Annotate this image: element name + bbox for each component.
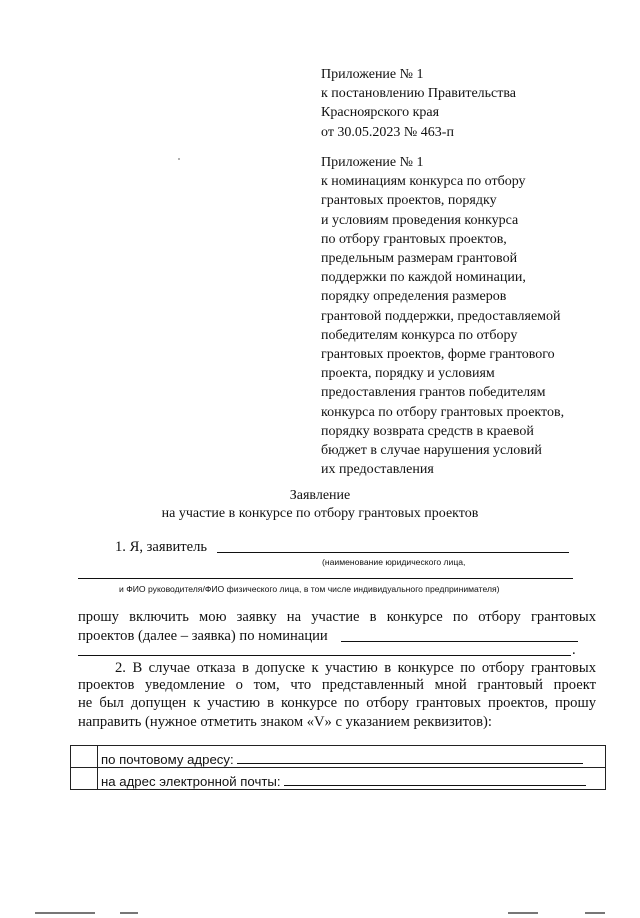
applicant-name-field-2[interactable] (78, 578, 573, 579)
nomination-field[interactable] (341, 641, 578, 642)
scan-edge-mark (35, 912, 95, 914)
postal-address-label: по почтовому адресу: (101, 752, 234, 767)
appendix-header-line: Красноярского края (321, 105, 440, 121)
postal-address-cell (98, 746, 606, 768)
scan-edge-mark (508, 912, 538, 914)
appendix-sub-line: поддержки по каждой номинации, (321, 270, 526, 286)
appendix-sub-line: по отбору грантовых проектов, (321, 231, 507, 247)
section2-line-3: не был допущен к участию в конкурсе по отбору грантовых проектов, прошу (78, 695, 596, 711)
section1-line-2: проектов (далее – заявка) по номинации (78, 628, 328, 644)
email-address-label: на адрес электронной почты: (101, 774, 281, 789)
document-subtitle: на участие в конкурсе по отбору грантовых проектов (161, 506, 479, 521)
appendix-sub (321, 153, 564, 479)
section1-line-1: прошу включить мою заявку на участие в конкурсе по отбору грантовых (78, 609, 596, 625)
applicant-hint-2: и ФИО руководителя/ФИО физического лица, в том числе индивидуального предпринимателя) (119, 584, 500, 594)
applicant-lead: 1. Я, заявитель (115, 539, 208, 555)
appendix-sub-line: их предоставления (321, 462, 434, 478)
section1-end-dot: . (572, 642, 576, 658)
nomination-field-2[interactable] (78, 655, 571, 656)
delivery-options-table (70, 745, 606, 790)
applicant-hint-1: (наименование юридического лица, (322, 557, 466, 567)
appendix-sub-line: предельным размерам грантовой (321, 251, 518, 267)
scan-speck (178, 158, 180, 160)
appendix-header-line: от 30.05.2023 № 463-п (321, 124, 454, 140)
postal-checkbox[interactable] (71, 746, 98, 768)
appendix-sub-line: конкурса по отбору грантовых проектов, (321, 404, 565, 420)
appendix-sub-line: и условиям проведения конкурса (321, 212, 519, 228)
appendix-sub-line: бюджет в случае нарушения условий (321, 443, 542, 459)
appendix-header-line: к постановлению Правительства (321, 86, 517, 102)
document-title: Заявление (289, 488, 351, 503)
section2-line-1: 2. В случае отказа в допуске к участию в конкурсе по отбору грантовых (115, 660, 596, 676)
appendix-header-line: Приложение № 1 (321, 67, 424, 82)
email-address-input[interactable] (284, 773, 586, 786)
email-address-cell (98, 768, 606, 790)
appendix-sub-line: проекта, порядку и условиям (321, 366, 495, 382)
appendix-sub-line: порядку возврата средств в краевой (321, 423, 534, 439)
appendix-sub-line: грантовых проектов, форме грантового (321, 347, 555, 363)
appendix-sub-line: предоставления грантов победителям (321, 385, 546, 401)
delivery-option-row (71, 746, 606, 768)
scan-edge-mark (120, 912, 138, 914)
appendix-sub-line: грантовых проектов, порядку (321, 193, 497, 209)
appendix-sub-line: грантовой поддержки, предоставляемой (321, 308, 561, 324)
section2-line-4: направить (нужное отметить знаком «V» с указанием реквизитов): (78, 714, 492, 730)
appendix-sub-line: к номинациям конкурса по отбору (321, 174, 526, 190)
email-checkbox[interactable] (71, 768, 98, 790)
section2-line-2: проектов уведомление о том, что представленный мной грантовый проект (78, 677, 596, 693)
applicant-name-field[interactable] (217, 552, 569, 553)
appendix-sub-line: порядку определения размеров (321, 289, 507, 305)
appendix-sub-line: победителям конкурса по отбору (321, 327, 518, 343)
postal-address-input[interactable] (237, 751, 583, 764)
appendix-sub-line: Приложение № 1 (321, 155, 424, 170)
appendix-header (321, 65, 516, 142)
delivery-option-row (71, 768, 606, 790)
scan-edge-mark (585, 912, 605, 914)
